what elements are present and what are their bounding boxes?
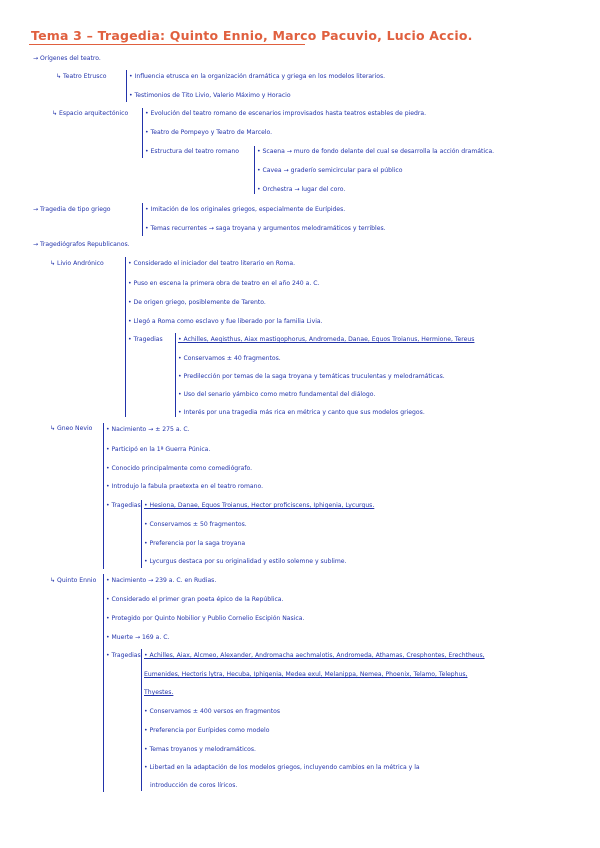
note-item: introducción de coros líricos.	[150, 782, 238, 789]
bracket-line	[142, 203, 143, 236]
subheading-teatro-etrusco: ↳ Teatro Etrusco	[56, 73, 107, 80]
note-item: • Teatro de Pompeyo y Teatro de Marcelo.	[145, 129, 273, 136]
note-item: • Conservamos ± 50 fragmentos.	[144, 521, 247, 528]
bracket-line	[141, 649, 142, 791]
note-label-tragedias: • Tragedias	[128, 336, 163, 343]
bracket-line	[103, 423, 104, 569]
note-item: • Nacimiento → 239 a. C. en Rudias.	[106, 577, 217, 584]
note-item: • Interés por una tragedia más rica en métrica y canto que sus modelos griegos.	[178, 409, 425, 416]
note-item: • Considerado el primer gran poeta épico de la República.	[106, 596, 284, 603]
note-item: • Introdujo la fabula praetexta en el teatro romano.	[106, 483, 264, 490]
note-item: • Conservamos ± 400 versos en fragmentos	[144, 708, 281, 715]
note-item: • Achilles, Aegisthus, Aiax mastigophorus, Andromeda, Danae, Equos Troianus, Hermione, Tereus	[178, 336, 475, 343]
note-item: • De origen griego, posiblemente de Tarento.	[128, 299, 266, 306]
bracket-line	[103, 574, 104, 792]
note-item: • Llegó a Roma como esclavo y fue liberado por la familia Livia.	[128, 318, 323, 325]
subheading-livio-andronico: ↳ Livio Andrónico	[50, 260, 104, 267]
bracket-line	[142, 108, 143, 158]
note-item: • Cavea → graderío semicircular para el público	[257, 167, 403, 174]
note-item: • Conocido principalmente como comediógrafo.	[106, 465, 253, 472]
note-item: Eumenides, Hectoris lytra, Hecuba, Iphigenia, Medea exul, Melanippa, Nemea, Phoenix, Telamo, Telephus,	[144, 671, 468, 678]
note-item: • Nacimiento → ± 275 a. C.	[106, 426, 190, 433]
title-underline	[29, 44, 305, 45]
heading-tragedia-griego: → Tragedia de tipo griego	[33, 206, 111, 213]
bracket-line	[141, 500, 142, 568]
note-item: • Testimonios de Tito Livio, Valerio Máximo y Horacio	[129, 92, 291, 99]
note-item: • Predilección por temas de la saga troyana y temáticas truculentas y melodramáticas.	[178, 373, 445, 380]
note-item: • Protegido por Quinto Nobilior y Publio Cornelio Escipión Nasica.	[106, 615, 305, 622]
note-item: • Preferencia por Eurípides como modelo	[144, 727, 270, 734]
bracket-line	[254, 146, 255, 194]
note-item: • Conservamos ± 40 fragmentos.	[178, 355, 281, 362]
note-item: • Imitación de los originales griegos, especialmente de Eurípides.	[145, 206, 346, 213]
note-label-tragedias: • Tragedias	[106, 652, 141, 659]
note-item: • Lycurgus destaca por su originalidad y estilo solemne y sublime.	[144, 558, 347, 565]
page-title: Tema 3 – Tragedia: Quinto Ennio, Marco Pacuvio, Lucio Accio.	[31, 28, 473, 43]
bracket-line	[175, 333, 176, 417]
bracket-line	[126, 70, 127, 102]
subheading-espacio-arquitectonico: ↳ Espacio arquitectónico	[52, 110, 129, 117]
subheading-quinto-ennio: ↳ Quinto Ennio	[50, 577, 97, 584]
note-item: • Muerte → 169 a. C.	[106, 634, 170, 641]
note-item: • Temas recurrentes → saga troyana y argumentos melodramáticos y terribles.	[145, 225, 386, 232]
note-item: • Estructura del teatro romano	[145, 148, 239, 155]
note-item: • Preferencia por la saga troyana	[144, 540, 246, 547]
note-label-tragedias: • Tragedias	[106, 502, 141, 509]
note-item: • Considerado el iniciador del teatro literario en Roma.	[128, 260, 296, 267]
heading-origenes: → Orígenes del teatro.	[33, 55, 101, 62]
note-item: Thyestes.	[144, 689, 174, 696]
note-item: • Temas troyanos y melodramáticos.	[144, 746, 256, 753]
note-item: • Hesiona, Danae, Equos Troianus, Hector proficiscens, Iphigenia, Lycurgus.	[144, 502, 375, 509]
note-item: • Participó en la 1ª Guerra Púnica.	[106, 446, 211, 453]
note-item: • Uso del senario yámbico como metro fundamental del diálogo.	[178, 391, 376, 398]
note-item: • Orchestra → lugar del coro.	[257, 186, 346, 193]
heading-tragediografos: → Tragediógrafos Republicanos.	[33, 241, 130, 248]
note-item: • Libertad en la adaptación de los modelos griegos, incluyendo cambios en la métrica y la	[144, 764, 420, 771]
note-item: • Scaena → muro de fondo delante del cual se desarrolla la acción dramática.	[257, 148, 495, 155]
bracket-line	[125, 257, 126, 417]
note-item: • Evolución del teatro romano de escenarios improvisados hasta teatros estables de piedra.	[145, 110, 427, 117]
subheading-gneo-nevio: ↳ Gneo Nevio	[50, 425, 93, 432]
note-item: • Influencia etrusca en la organización dramática y griega en los modelos literarios.	[129, 73, 386, 80]
note-item: • Puso en escena la primera obra de teatro en el año 240 a. C.	[128, 280, 320, 287]
note-item: • Achilles, Aiax, Alcmeo, Alexander, Andromacha aechmalotis, Andromeda, Athamas, Cresphontes, Erechtheus,	[144, 652, 485, 659]
